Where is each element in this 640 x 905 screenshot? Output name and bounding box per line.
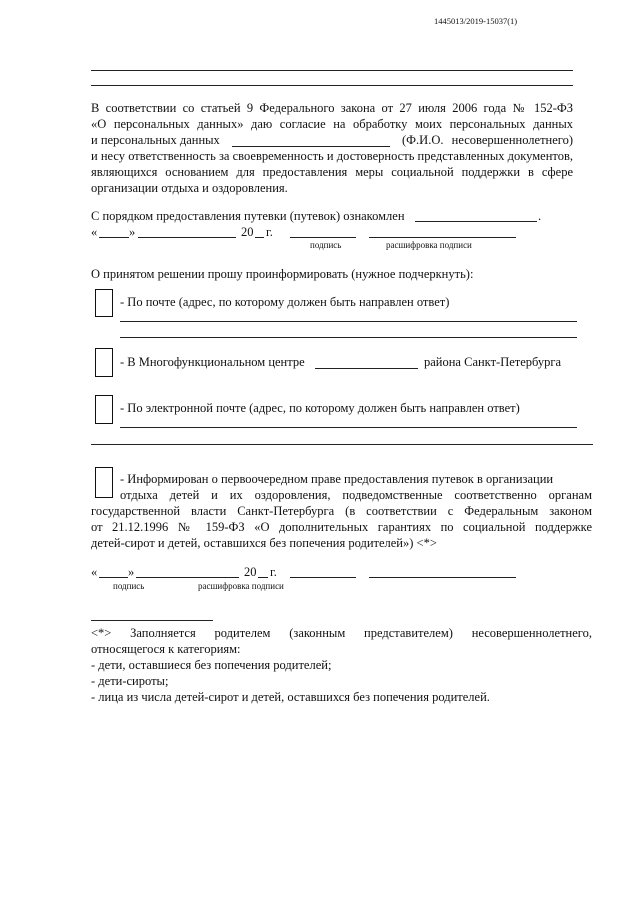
blank-line[interactable]: [91, 85, 573, 86]
footnote-separator: [91, 620, 213, 621]
year-prefix: 20: [244, 565, 257, 579]
checkbox-mfc[interactable]: [95, 348, 113, 377]
period: .: [538, 209, 542, 223]
quote-open: «: [91, 225, 98, 239]
signature-field[interactable]: [290, 237, 356, 238]
priority-line: - Информирован о первоочередном праве предоставления путевок в организации: [120, 472, 554, 486]
consent-line: являющихся основанием для предоставления меры социальной поддержки в сфере: [91, 165, 573, 179]
checkbox-priority[interactable]: [95, 467, 113, 498]
month-field[interactable]: [136, 577, 239, 578]
footnote-line: <*> Заполняется родителем (законным представителем) несовершеннолетнего,: [91, 626, 592, 640]
consent-line: и несу ответственность за своевременность и достоверность представленных документов,: [91, 149, 573, 163]
consent-line: (Ф.И.О. несовершеннолетнего): [402, 133, 573, 147]
signature-decode-field[interactable]: [369, 237, 516, 238]
mail-address-field[interactable]: [120, 321, 577, 322]
footnote-line: относящегося к категориям:: [91, 642, 241, 656]
year-suffix: г.: [270, 565, 277, 579]
option-mfc-label: - В Многофункциональном центре: [120, 355, 305, 369]
blank-line[interactable]: [91, 70, 573, 71]
day-field[interactable]: [99, 577, 128, 578]
inform-title: О принятом решении прошу проинформировать (нужное подчеркнуть):: [91, 267, 474, 281]
email-address-field[interactable]: [120, 427, 577, 428]
checkbox-email[interactable]: [95, 395, 113, 424]
mail-address-field[interactable]: [120, 337, 577, 338]
signature-field[interactable]: [290, 577, 356, 578]
signature-caption: подпись: [113, 581, 145, 591]
minor-name-field[interactable]: [232, 146, 390, 147]
section-divider: [91, 444, 593, 445]
priority-line: отдыха детей и их оздоровления, подведомственные соответственно органам: [120, 488, 592, 502]
consent-line: и персональных данных: [91, 133, 220, 147]
option-mfc-suffix: района Санкт-Петербурга: [424, 355, 562, 369]
consent-line: «О персональных данных» даю согласие на обработку моих персональных данных: [91, 117, 573, 131]
quote-open: «: [91, 565, 98, 579]
signature-decode-caption: расшифровка подписи: [386, 240, 472, 250]
footnote-item: - дети, оставшиеся без попечения родителей;: [91, 658, 332, 672]
mfc-district-field[interactable]: [315, 368, 418, 369]
year-suffix: г.: [266, 225, 273, 239]
acquainted-sign-field[interactable]: [415, 221, 537, 222]
signature-caption: подпись: [310, 240, 342, 250]
year-field[interactable]: [255, 237, 264, 238]
quote-close: »: [129, 225, 136, 239]
year-prefix: 20: [241, 225, 254, 239]
quote-close: »: [128, 565, 135, 579]
priority-line: государственной власти Санкт-Петербурга (в соответствии с Федеральным законом: [91, 504, 592, 518]
option-mail-label: - По почте (адрес, по которому должен быть направлен ответ): [120, 295, 450, 309]
option-email-label: - По электронной почте (адрес, по которому должен быть направлен ответ): [120, 401, 520, 415]
year-field[interactable]: [258, 577, 268, 578]
footnote-item: - лица из числа детей-сирот и детей, оставшихся без попечения родителей.: [91, 690, 490, 704]
footnote-item: - дети-сироты;: [91, 674, 169, 688]
month-field[interactable]: [138, 237, 236, 238]
document-number: 1445013/2019-15037(1): [434, 16, 518, 26]
consent-line: В соответствии со статьей 9 Федерального закона от 27 июля 2006 года № 152-ФЗ: [91, 101, 573, 115]
day-field[interactable]: [99, 237, 129, 238]
signature-decode-field[interactable]: [369, 577, 516, 578]
acquainted-text: С порядком предоставления путевки (путевок) ознакомлен: [91, 209, 405, 223]
checkbox-mail[interactable]: [95, 289, 113, 317]
priority-line: от 21.12.1996 № 159-ФЗ «О дополнительных гарантиях по социальной поддержке: [91, 520, 592, 534]
consent-line: организации отдыха и оздоровления.: [91, 181, 288, 195]
priority-line: детей-сирот и детей, оставшихся без попечения родителей») <*>: [91, 536, 437, 550]
signature-decode-caption: расшифровка подписи: [198, 581, 284, 591]
